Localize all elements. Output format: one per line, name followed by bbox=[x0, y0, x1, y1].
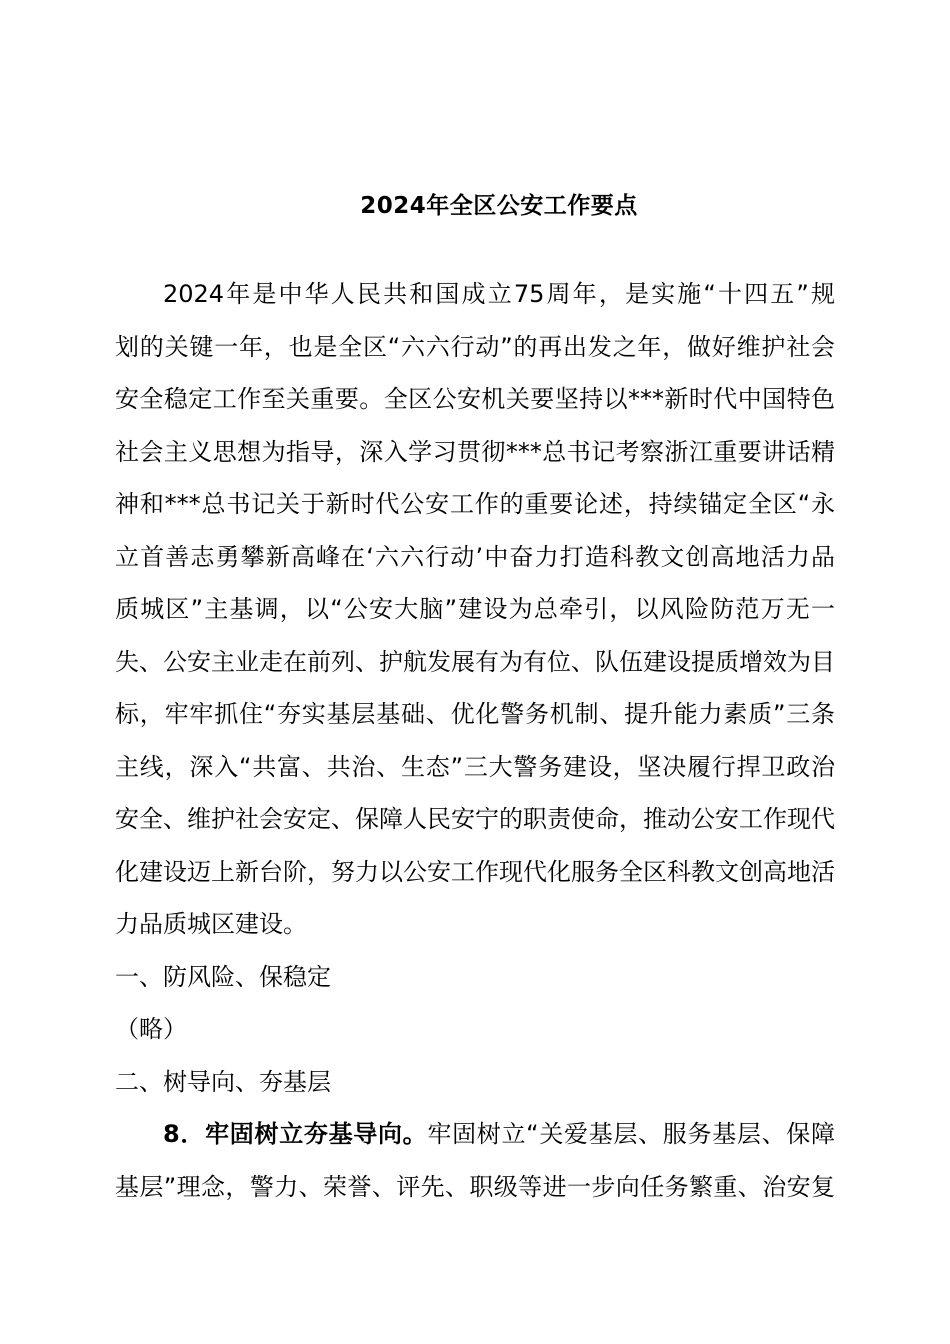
item-8-first-line bbox=[115, 1108, 835, 1161]
paragraph-line: 安全稳定工作至关重要。全区公安机关要坚持以***新时代中国特色 bbox=[115, 385, 835, 413]
item-8-paragraph bbox=[115, 1108, 835, 1213]
paragraph-line: 2024年是中华人民共和国成立75周年，是实施“十四五”规 bbox=[163, 280, 835, 308]
paragraph-line: 神和***总书记关于新时代公安工作的重要论述，持续锚定全区“永 bbox=[115, 490, 835, 518]
paragraph-line: 力品质城区建设。 bbox=[115, 910, 307, 938]
document-title: 2024年全区公安工作要点 bbox=[360, 193, 638, 219]
paragraph-line: 立首善志勇攀新高峰在‘六六行动’中奋力打造科教文创高地活力品 bbox=[115, 542, 835, 571]
omitted-note: （略） bbox=[115, 1015, 187, 1043]
item-8-text: 牢固树立“关爱基层、服务基层、保障 bbox=[427, 1120, 835, 1148]
paragraph-line: 质城区”主基调，以“公安大脑”建设为总牵引，以风险防范万无一 bbox=[115, 595, 835, 623]
item-8-heading: 8．牢固树立夯基导向。 bbox=[163, 1120, 428, 1148]
section-heading-2: 二、树导向、夯基层 bbox=[115, 1067, 331, 1096]
paragraph-line: 主线，深入“共富、共治、生态”三大警务建设，坚决履行捍卫政治 bbox=[115, 752, 835, 781]
paragraph-line: 安全、维护社会安定、保障人民安宁的职责使命，推动公安工作现代 bbox=[115, 805, 835, 833]
paragraph-line: 化建设迈上新台阶，努力以公安工作现代化服务全区科教文创高地活 bbox=[115, 857, 835, 886]
paragraph-line: 失、公安主业走在前列、护航发展有为有位、队伍建设提质增效为目 bbox=[115, 647, 835, 676]
section-heading-1: 一、防风险、保稳定 bbox=[115, 962, 331, 991]
intro-paragraph bbox=[115, 268, 835, 951]
document-body bbox=[115, 268, 835, 1213]
paragraph-line: 划的关键一年，也是全区“六六行动”的再出发之年，做好维护社会 bbox=[115, 332, 835, 361]
paragraph-line: 社会主义思想为指导，深入学习贯彻***总书记考察浙江重要讲话精 bbox=[115, 437, 835, 466]
paragraph-line: 标，牢牢抓住“夯实基层基础、优化警务机制、提升能力素质”三条 bbox=[115, 700, 835, 728]
paragraph-line: 基层”理念，警力、荣誉、评先、职级等进一步向任务繁重、治安复 bbox=[115, 1172, 835, 1201]
